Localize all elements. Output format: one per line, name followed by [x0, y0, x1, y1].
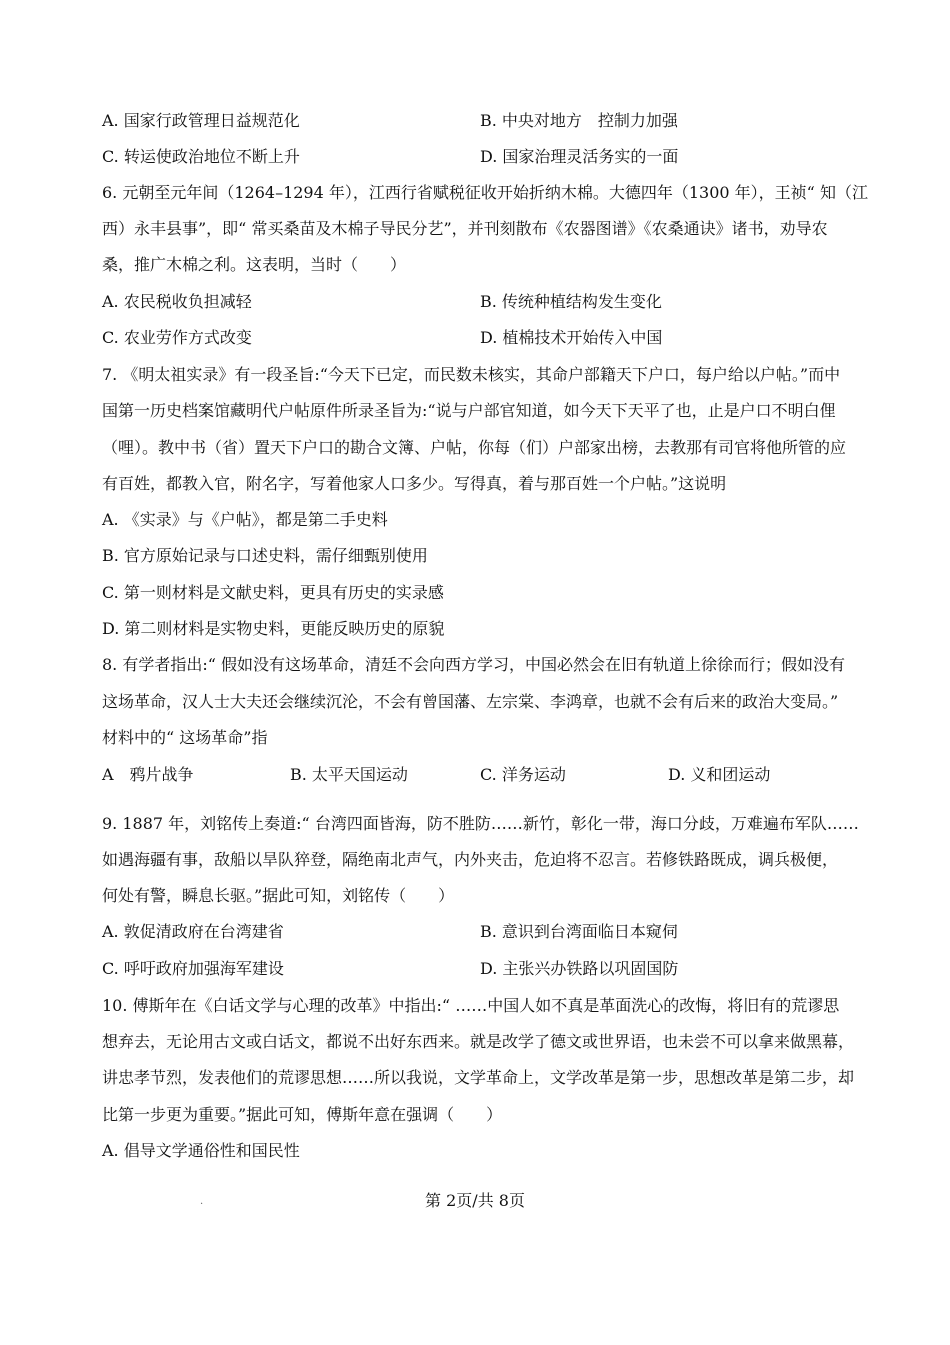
q7-text-line: 有百姓，都教入官，附名字，写着他家人口多少。写得真，着与那百姓一个户帖。”这说明: [102, 474, 727, 493]
q5-option-a: A. 国家行政管理日益规范化: [102, 111, 300, 130]
q7-option-c: C. 第一则材料是文献史料，更具有历史的实录感: [102, 583, 444, 602]
page-number: 第 2页/共 8页: [425, 1191, 525, 1210]
q7-text-line: 国第一历史档案馆藏明代户帖原件所录圣旨为:“说与户部官知道，如今天下天平了也，止是户口不明白俚: [102, 401, 836, 420]
q10-text-line: 10. 傅斯年在《白话文学与心理的改革》中指出:“ ……中国人如不真是革面洗心的改悔，将旧有的荒谬思: [102, 996, 840, 1015]
q5-option-c: C. 转运使政治地位不断上升: [102, 147, 300, 166]
q9-option-d: D. 主张兴办铁路以巩固国防: [480, 959, 679, 978]
q7-option-b: B. 官方原始记录与口述史料，需仔细甄别使用: [102, 546, 428, 565]
q6-text-line: 桑，推广木棉之利。这表明，当时（ ）: [102, 255, 407, 274]
q8-option-d: D. 义和团运动: [668, 765, 771, 784]
q9-option-a: A. 敦促清政府在台湾建省: [102, 922, 284, 941]
q9-text-line: 何处有警，瞬息长驱。”据此可知，刘铭传（ ）: [102, 886, 455, 905]
q8-text-line: 这场革命，汉人士大夫还会继续沉沦，不会有曾国藩、左宗棠、李鸿章，也就不会有后来的政治大变局。”: [102, 692, 839, 711]
q6-text-line: 6. 元朝至元年间（1264–1294 年），江西行省赋税征收开始折纳木棉。大德四年（1300 年），王祯“ 知（江: [102, 183, 868, 202]
q10-text-line: 比第一步更为重要。”据此可知，傅斯年意在强调（ ）: [102, 1105, 503, 1124]
q6-text-line: 西）永丰县事”，即“ 常买桑苗及木棉子导民分艺”，并刊刻散布《农器图谱》《农桑通诀》诸书，劝导农: [102, 219, 828, 238]
q8-option-a: A 鸦片战争: [102, 765, 194, 784]
q9-option-c: C. 呼吁政府加强海军建设: [102, 959, 284, 978]
q7-text-line: 7. 《明太祖实录》有一段圣旨:“今天下已定，而民数未核实，其命户部籍天下户口，每户给以户帖。”而中: [102, 365, 841, 384]
q6-option-c: C. 农业劳作方式改变: [102, 328, 252, 347]
q9-text-line: 如遇海疆有事，敌船以旱队猝登，隔绝南北声气，内外夹击，危迫将不忍言。若修铁路既成，调兵极便，: [102, 850, 839, 869]
q8-option-b: B. 太平天国运动: [290, 765, 408, 784]
q6-option-b: B. 传统种植结构发生变化: [480, 292, 662, 311]
q5-option-b: B. 中央对地方 控制力加强: [480, 111, 678, 130]
q7-text-line: （哩）。教中书（省）置天下户口的勘合文簿、户帖，你每（们）户部家出榜，去教那有司官将他所管的应: [102, 438, 847, 457]
q8-text-line: 8. 有学者指出:“ 假如没有这场革命，清廷不会向西方学习，中国必然会在旧有轨道上徐徐而行；假如没有: [102, 655, 846, 674]
q6-option-d: D. 植棉技术开始传入中国: [480, 328, 663, 347]
stray-dot: .: [200, 1196, 204, 1207]
q7-option-d: D. 第二则材料是实物史料，更能反映历史的原貌: [102, 619, 445, 638]
q10-text-line: 讲忠孝节烈，发表他们的荒谬思想……所以我说，文学革命上，文学改革是第一步，思想改革是第二步，却: [102, 1068, 855, 1087]
q10-text-line: 想弃去，无论用古文或白话文，都说不出好东西来。就是改学了德文或世界语，也未尝不可以拿来做黑幕，: [102, 1032, 855, 1051]
q9-option-b: B. 意识到台湾面临日本窥伺: [480, 922, 678, 941]
q8-option-c: C. 洋务运动: [480, 765, 566, 784]
q10-option-a: A. 倡导文学通俗性和国民性: [102, 1141, 300, 1160]
q5-option-d: D. 国家治理灵活务实的一面: [480, 147, 679, 166]
q8-text-line: 材料中的“ 这场革命”指: [102, 728, 268, 747]
q9-text-line: 9. 1887 年，刘铭传上奏道:“ 台湾四面皆海，防不胜防……新竹，彰化一带，海口分歧，万难遍布军队……: [102, 814, 859, 833]
q6-option-a: A. 农民税收负担减轻: [102, 292, 252, 311]
q7-option-a: A. 《实录》与《户帖》，都是第二手史料: [102, 510, 388, 529]
